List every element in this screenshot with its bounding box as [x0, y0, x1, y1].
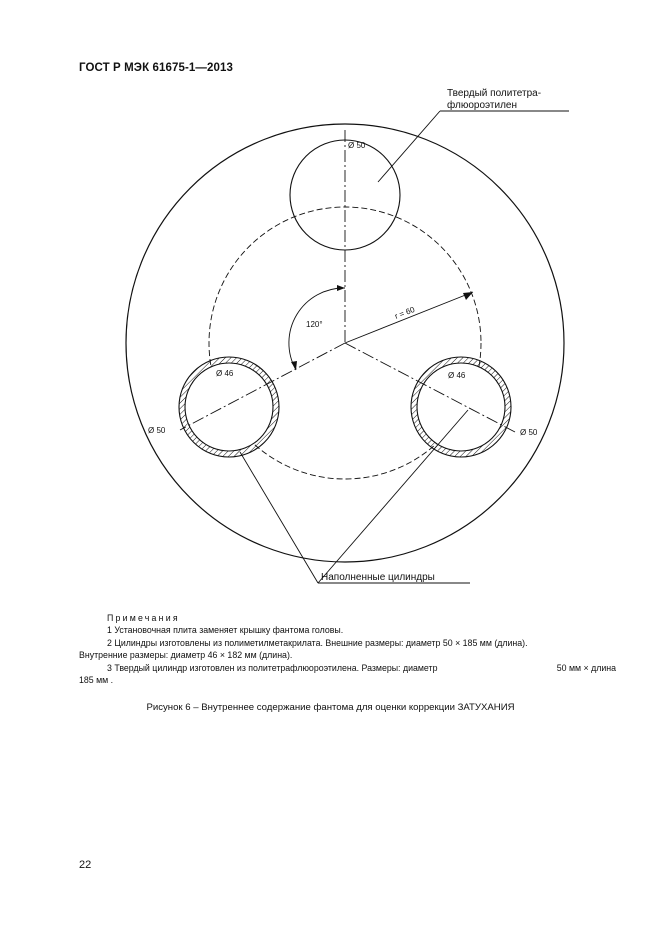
leader-solid [378, 111, 569, 182]
radius-arrow [463, 292, 473, 300]
radius-label: r = 60 [393, 305, 417, 321]
page-number: 22 [79, 859, 92, 871]
dim-left-inner-diameter: Ø 46 [216, 369, 234, 378]
note-1: 1 Установочная плита заменяет крышку фантома головы. [107, 625, 344, 636]
note-2-line2: Внутренние размеры: диаметр 46 × 182 мм (длина). [79, 650, 293, 661]
label-filled-cylinders: Наполненные цилиндры [321, 572, 435, 583]
note-3-text: 3 Твердый цилиндр изготовлен из политетрафлюороэтилена. Размеры: диаметр [107, 662, 438, 673]
angle-arrow-bottom [291, 361, 297, 370]
figure-caption: Рисунок 6 – Внутреннее содержание фантома для оценки коррекции ЗАТУХАНИЯ [146, 702, 515, 713]
note-2-line1: 2 Цилиндры изготовлены из полиметилметакрилата. Внешние размеры: диаметр 50 × 185 мм (длина). [107, 637, 528, 648]
notes-block [79, 612, 616, 686]
angle-label: 120° [306, 320, 323, 329]
label-solid-ptfe-line2: флюороэтилен [447, 100, 517, 111]
dim-right-outer-diameter: Ø 50 [520, 428, 538, 437]
angle-arrow-top [337, 285, 345, 291]
note-3-dims: 50 мм × длина [556, 662, 616, 673]
radius-line [345, 292, 473, 343]
label-solid-ptfe-line1: Твердый политетра- [447, 88, 542, 99]
dim-left-outer-diameter: Ø 50 [148, 426, 166, 435]
note-3-line2: 185 мм . [79, 675, 114, 686]
notes-title: Примечания [107, 613, 180, 623]
dim-top-diameter: Ø 50 [348, 141, 366, 150]
note-3-line1 [79, 662, 616, 674]
document-code: ГОСТ Р МЭК 61675-1—2013 [79, 62, 233, 74]
dim-right-inner-diameter: Ø 46 [448, 371, 466, 380]
